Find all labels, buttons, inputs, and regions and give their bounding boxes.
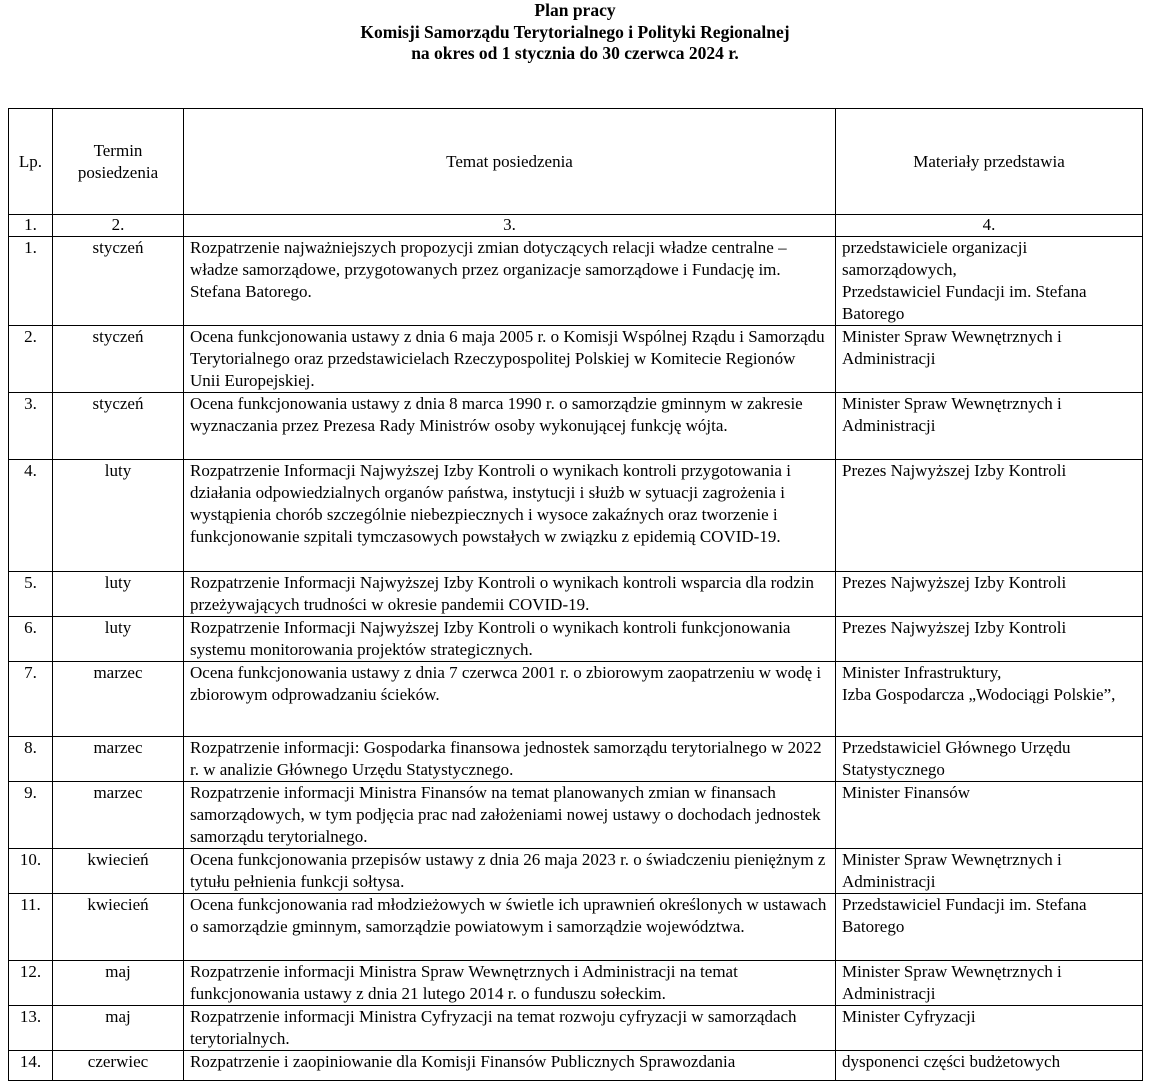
table-row <box>9 1051 1143 1081</box>
row-termin: marzec <box>53 782 184 849</box>
row-lp: 13. <box>9 1006 53 1051</box>
row-lp: 9. <box>9 782 53 849</box>
row-termin: maj <box>53 961 184 1006</box>
row-temat: Rozpatrzenie Informacji Najwyższej Izby Kontroli o wynikach kontroli przygotowania i działania odpowiedzialnych organów państwa, instytucji i służb w sytuacji zagrożenia i wystąpienia chorób szczególnie niebezpiecznych i wysoce zakaźnych oraz tworzenie i funkcjonowanie szpitali tymczasowych powstałych w związku z epidemią COVID-19. <box>184 460 836 572</box>
row-materialy: Prezes Najwyższej Izby Kontroli <box>836 460 1143 572</box>
row-lp: 1. <box>9 237 53 326</box>
row-materialy: Minister Spraw Wewnętrznych i Administracji <box>836 393 1143 460</box>
row-temat: Ocena funkcjonowania ustawy z dnia 6 maja 2005 r. o Komisji Wspólnej Rządu i Samorządu Terytorialnego oraz przedstawicielach Rzeczypospolitej Polskiej w Komitecie Regionów Unii Europejskiej. <box>184 326 836 393</box>
row-temat: Ocena funkcjonowania rad młodzieżowych w świetle ich uprawnień określonych w ustawach o samorządzie gminnym, samorządzie powiatowym i samorządzie województwa. <box>184 894 836 961</box>
row-materialy: Minister Cyfryzacji <box>836 1006 1143 1051</box>
table-row <box>9 326 1143 393</box>
table-row <box>9 737 1143 782</box>
column-number: 4. <box>836 215 1143 237</box>
row-materialy: Minister Spraw Wewnętrznych i Administracji <box>836 849 1143 894</box>
row-lp: 2. <box>9 326 53 393</box>
row-temat: Rozpatrzenie informacji Ministra Finansów na temat planowanych zmian w finansach samorządowych, w tym podjęcia prac nad założeniami nowej ustawy o dochodach jednostek samorządu terytorialnego. <box>184 782 836 849</box>
column-number-row <box>9 215 1143 237</box>
column-number: 2. <box>53 215 184 237</box>
table-row <box>9 572 1143 617</box>
row-termin: marzec <box>53 662 184 737</box>
row-temat: Ocena funkcjonowania ustawy z dnia 8 marca 1990 r. o samorządzie gminnym w zakresie wyznaczania przez Prezesa Rady Ministrów osoby wykonującej funkcję wójta. <box>184 393 836 460</box>
row-termin: styczeń <box>53 237 184 326</box>
row-materialy: Przedstawiciel Głównego Urzędu Statystycznego <box>836 737 1143 782</box>
title-line-1: Plan pracy <box>534 0 616 20</box>
header-temat: Temat posiedzenia <box>184 109 836 215</box>
row-temat: Rozpatrzenie informacji Ministra Spraw Wewnętrznych i Administracji na temat funkcjonowania ustawy z dnia 21 lutego 2014 r. o funduszu sołeckim. <box>184 961 836 1006</box>
row-materialy: przedstawiciele organizacji samorządowych, Przedstawiciel Fundacji im. Stefana Batorego <box>836 237 1143 326</box>
table-row <box>9 1006 1143 1051</box>
row-temat: Rozpatrzenie najważniejszych propozycji zmian dotyczących relacji władze centralne – władze samorządowe, przygotowanych przez organizacje samorządowe i Fundację im. Stefana Batorego. <box>184 237 836 326</box>
row-lp: 3. <box>9 393 53 460</box>
title-line-3: na okres od 1 stycznia do 30 czerwca 2024 r. <box>411 43 739 63</box>
row-termin: kwiecień <box>53 849 184 894</box>
title-line-2: Komisji Samorządu Terytorialnego i Polityki Regionalnej <box>360 21 790 42</box>
column-number: 3. <box>184 215 836 237</box>
table-row <box>9 961 1143 1006</box>
row-termin: luty <box>53 460 184 572</box>
header-row <box>9 109 1143 215</box>
row-temat: Rozpatrzenie Informacji Najwyższej Izby Kontroli o wynikach kontroli funkcjonowania systemu monitorowania projektów strategicznych. <box>184 617 836 662</box>
column-number: 1. <box>9 215 53 237</box>
header-materialy: Materiały przedstawia <box>836 109 1143 215</box>
row-lp: 11. <box>9 894 53 961</box>
row-lp: 8. <box>9 737 53 782</box>
table-row <box>9 782 1143 849</box>
row-termin: kwiecień <box>53 894 184 961</box>
row-termin: luty <box>53 572 184 617</box>
row-temat: Rozpatrzenie Informacji Najwyższej Izby Kontroli o wynikach kontroli wsparcia dla rodzin przeżywających trudności w okresie pandemii COVID-19. <box>184 572 836 617</box>
row-lp: 4. <box>9 460 53 572</box>
table-row <box>9 662 1143 737</box>
row-materialy: Prezes Najwyższej Izby Kontroli <box>836 617 1143 662</box>
row-termin: luty <box>53 617 184 662</box>
document-title <box>0 0 1150 65</box>
row-materialy: Prezes Najwyższej Izby Kontroli <box>836 572 1143 617</box>
table-row <box>9 393 1143 460</box>
table-row <box>9 460 1143 572</box>
row-materialy: Minister Infrastruktury, Izba Gospodarcza „Wodociągi Polskie”, <box>836 662 1143 737</box>
row-materialy: Minister Finansów <box>836 782 1143 849</box>
table-body <box>9 237 1143 1081</box>
row-termin: marzec <box>53 737 184 782</box>
row-lp: 10. <box>9 849 53 894</box>
table-row <box>9 894 1143 961</box>
row-materialy: Przedstawiciel Fundacji im. Stefana Batorego <box>836 894 1143 961</box>
table-row <box>9 617 1143 662</box>
row-temat: Rozpatrzenie informacji Ministra Cyfryzacji na temat rozwoju cyfryzacji w samorządach terytorialnych. <box>184 1006 836 1051</box>
table-row <box>9 849 1143 894</box>
row-temat: Ocena funkcjonowania ustawy z dnia 7 czerwca 2001 r. o zbiorowym zaopatrzeniu w wodę i zbiorowym odprowadzaniu ścieków. <box>184 662 836 737</box>
row-materialy: Minister Spraw Wewnętrznych i Administracji <box>836 326 1143 393</box>
row-temat: Ocena funkcjonowania przepisów ustawy z dnia 26 maja 2023 r. o świadczeniu pieniężnym z tytułu pełnienia funkcji sołtysa. <box>184 849 836 894</box>
row-lp: 6. <box>9 617 53 662</box>
row-termin: styczeń <box>53 393 184 460</box>
row-materialy: Minister Spraw Wewnętrznych i Administracji <box>836 961 1143 1006</box>
header-lp: Lp. <box>9 109 53 215</box>
row-lp: 7. <box>9 662 53 737</box>
row-materialy: dysponenci części budżetowych <box>836 1051 1143 1081</box>
work-plan-table <box>8 108 1143 1081</box>
row-lp: 14. <box>9 1051 53 1081</box>
row-termin: maj <box>53 1006 184 1051</box>
row-temat: Rozpatrzenie informacji: Gospodarka finansowa jednostek samorządu terytorialnego w 2022 r. w analizie Głównego Urzędu Statystycznego. <box>184 737 836 782</box>
table-row <box>9 237 1143 326</box>
row-lp: 12. <box>9 961 53 1006</box>
row-termin: styczeń <box>53 326 184 393</box>
row-termin: czerwiec <box>53 1051 184 1081</box>
header-termin: Termin posiedzenia <box>53 109 184 215</box>
row-temat: Rozpatrzenie i zaopiniowanie dla Komisji Finansów Publicznych Sprawozdania <box>184 1051 836 1081</box>
row-lp: 5. <box>9 572 53 617</box>
